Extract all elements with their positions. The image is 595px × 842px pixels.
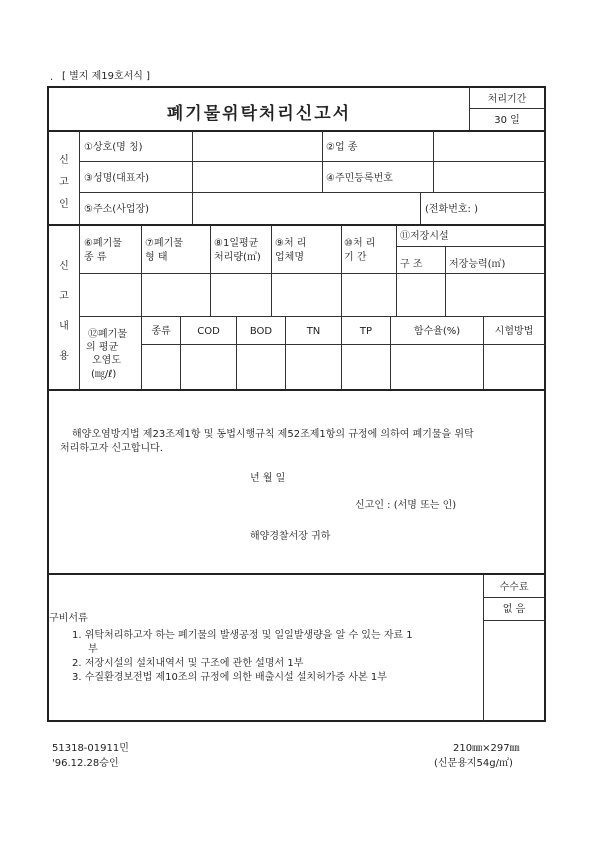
pollution-label-b: 의 평균 <box>86 342 119 353</box>
trade-name-field[interactable] <box>193 132 321 160</box>
declaration-line2: 처리하고자 신고합니다. <box>60 443 163 454</box>
form-title: 폐기물위탁처리신고서 <box>166 104 352 124</box>
address-field[interactable] <box>193 194 419 223</box>
pollutant-tn-field[interactable] <box>286 345 340 389</box>
footer-size: 210㎜×297㎜ <box>453 743 520 754</box>
pollutant-header-tp: TP <box>359 326 373 337</box>
documents-label: 구비서류 <box>49 613 88 624</box>
document-item-3: 3. 수질환경보전법 제10조의 규정에 의한 배출시설 설치허가증 사본 1부 <box>72 672 387 683</box>
waste-form-field[interactable] <box>142 274 209 315</box>
col-waste-form-a: ⑦폐기물 <box>145 238 183 249</box>
pollutant-bod-field[interactable] <box>237 345 284 389</box>
name-field[interactable] <box>193 162 321 192</box>
footer-approval: '96.12.28승인 <box>52 758 119 769</box>
pollutant-kind-field[interactable] <box>142 345 179 389</box>
pollutant-header-bod: BOD <box>249 326 273 337</box>
processing-period-value: 30 일 <box>494 115 520 126</box>
storage-structure-field[interactable] <box>397 274 444 315</box>
processing-period-label: 처리기간 <box>487 94 527 105</box>
col-daily-amount-a: ⑧1일평균 <box>214 238 259 249</box>
resident-no-field[interactable] <box>434 162 544 192</box>
pollution-label-a: ⑫폐기물 <box>88 329 127 340</box>
fee-value: 없 음 <box>502 604 526 615</box>
business-type-field[interactable] <box>434 132 544 160</box>
storage-capacity-field[interactable] <box>446 274 544 315</box>
reporter-signature: 신고인 : (서명 또는 인) <box>355 500 457 511</box>
name-label: ③성명(대표자) <box>84 173 150 184</box>
pollution-label-c: 오염도 <box>92 355 121 366</box>
phone-label: (전화번호: ) <box>425 204 478 215</box>
col-company-a: ⑨처 리 <box>275 238 307 249</box>
pollutant-tp-field[interactable] <box>342 345 389 389</box>
col-daily-amount-b: 처리량(㎥) <box>214 252 261 263</box>
content-section-label: 신 고 내 용 <box>59 261 69 362</box>
pollutant-header-kind: 종류 <box>151 326 171 337</box>
pollutant-header-cod: COD <box>197 326 220 337</box>
addressee: 해양경찰서장 귀하 <box>250 531 331 542</box>
trade-name-label: ①상호(명 칭) <box>84 142 143 153</box>
col-storage-capacity: 저장능력(㎥) <box>449 259 506 270</box>
form-dot: . <box>50 72 54 83</box>
col-storage-structure: 구 조 <box>400 259 423 270</box>
footer-paper: (신문용지54g/㎡) <box>434 758 513 769</box>
pollutant-method-field[interactable] <box>484 345 544 389</box>
declaration-line1: 해양오염방지법 제23조제1항 및 동법시행규칙 제52조제1항의 규정에 의하여 폐기물을 위탁 <box>72 429 474 440</box>
resident-no-label: ④주민등록번호 <box>326 173 393 184</box>
document-item-1: 1. 위탁처리하고자 하는 폐기물의 발생공정 및 일일발생량을 알 수 있는 자료 1 <box>72 630 413 641</box>
footer-code: 51318-01911민 <box>52 743 129 754</box>
col-waste-type-a: ⑥폐기물 <box>84 238 122 249</box>
col-waste-form-b: 형 태 <box>145 252 168 263</box>
company-field[interactable] <box>272 274 340 315</box>
pollutant-header-moisture: 함수율(%) <box>413 326 461 337</box>
reporter-section-label: 신 고 인 <box>59 155 69 210</box>
fee-label: 수수료 <box>499 582 529 593</box>
waste-type-field[interactable] <box>81 274 140 315</box>
period-field[interactable] <box>342 274 395 315</box>
document-item-2: 2. 저장시설의 설치내역서 및 구조에 관한 설명서 1부 <box>72 658 304 669</box>
pollutant-moisture-field[interactable] <box>391 345 482 389</box>
pollutant-cod-field[interactable] <box>181 345 235 389</box>
declaration-date: 년 월 일 <box>250 473 286 484</box>
col-period-a: ⑩처 리 <box>344 238 376 249</box>
pollutant-header-tn: TN <box>306 326 321 337</box>
document-item-1-cont: 부 <box>88 644 98 655</box>
address-label: ⑤주소(사업장) <box>84 204 150 215</box>
col-waste-type-b: 종 류 <box>84 252 107 263</box>
business-type-label: ②업 종 <box>326 142 358 153</box>
pollution-label-d: (㎎/ℓ) <box>91 369 117 380</box>
daily-amount-field[interactable] <box>211 274 270 315</box>
form-id: [ 별지 제19호서식 ] <box>62 71 151 82</box>
col-company-b: 업체명 <box>275 252 304 263</box>
pollutant-header-method: 시험방법 <box>494 326 534 337</box>
col-storage: ⑪저장시설 <box>400 231 449 242</box>
col-period-b: 기 간 <box>344 252 367 263</box>
